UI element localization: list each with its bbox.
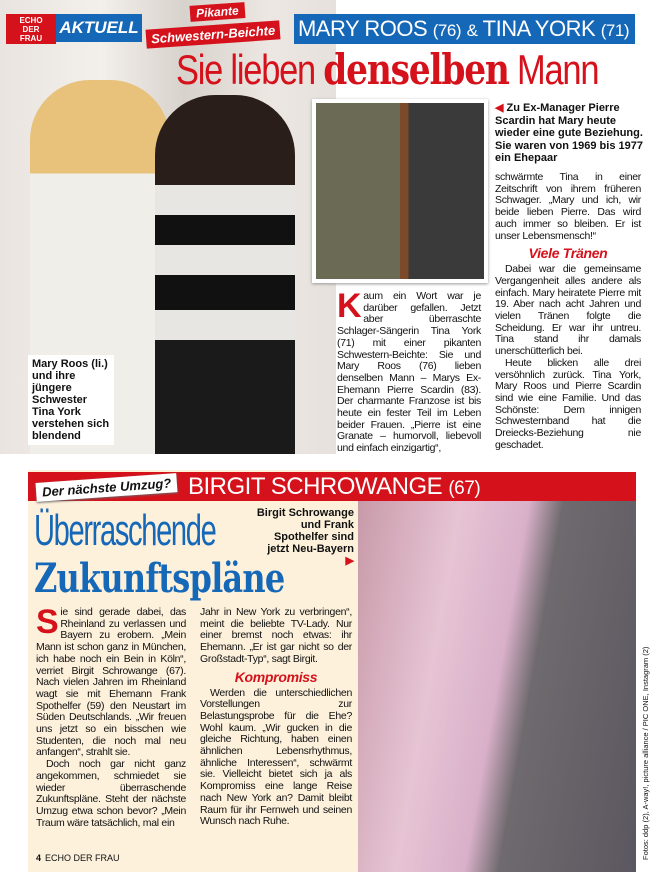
birgit-frank-photo <box>358 500 636 872</box>
kicker-top: Pikante <box>190 2 246 22</box>
name-mary: MARY ROOS <box>297 16 428 41</box>
headline-bold: denselben <box>323 45 509 94</box>
dropcap: S <box>36 603 59 641</box>
article2-column-2 <box>200 607 352 828</box>
inset-caption <box>495 102 645 165</box>
name-birgit: BIRGIT SCHROWANGE <box>188 473 443 500</box>
page-number: 4 <box>36 853 42 863</box>
kicker-bottom: Schwestern-Beichte <box>146 20 281 48</box>
dropcap: K <box>337 287 362 325</box>
section-label: AKTUELL <box>56 14 142 42</box>
name-tina: TINA YORK <box>482 16 596 41</box>
headline-post: Mann <box>517 46 599 93</box>
inset-caption-text: Zu Ex-Manager Pierre Scardin hat Mary heute wieder eine gute Beziehung. Sie waren von 1969 bis 1977 ein Ehepaar <box>495 102 643 164</box>
photo-credits: Fotos: ddp (2), A-way!, picture alliance / PIC ONE, Instagram (2) <box>641 646 650 860</box>
inset-photo <box>312 99 488 283</box>
article2-name <box>188 472 480 503</box>
age-mary: (76) <box>432 21 461 40</box>
age-tina: (71) <box>600 21 629 40</box>
paragraph: Heute blicken alle drei versöhnlich zurück. Tina York, Mary Roos und Pierre Scardin sind wie eine Familie. Und das Schönste: Dem innigen Schwesternband hat die Dreiecks-Beziehung nie geschadet. <box>495 356 641 451</box>
magazine-logo: ECHO DER FRAU <box>6 14 56 44</box>
photo-caption-1: Mary Roos (li.) und ihre jüngere Schwester Tina York verstehen sich blendend <box>28 355 114 445</box>
article2-column-1 <box>36 603 186 829</box>
paragraph: Doch noch gar nicht ganz angekommen, schmiedet sie wieder überraschende Zukunftspläne. Steht der nächste Umzug etwa schon bevor? „Mein Traum wäre tatsächlich, mal ein <box>36 758 186 829</box>
headline-pre: Sie lieben <box>176 46 315 93</box>
paragraph: Jahr in New York zu verbringen“, meint die beliebte TV-Lady. Nur einer bremst noch etwas: ihr Ehemann. „Er ist gar nicht so der Großstadt-Typ“, sagt Birgit. <box>200 606 352 665</box>
page-footer <box>36 853 120 864</box>
arrow-left-icon: ◀ <box>495 102 507 114</box>
article2-kicker: Der nächste Umzug? <box>36 473 178 502</box>
age-birgit: (67) <box>448 478 481 499</box>
headline-2-line-1: Überraschende <box>34 506 216 555</box>
body-text: aum ein Wort war je darüber gefallen. Jetzt aber überraschte Schlager-Sängerin Tina York (71) mit einer pikanten Schwestern-Beichte: Sie und Mary Roos (76) lieben denselben Mann – Marys Ex-Ehemann Pierre Scardin (83). Der charmante Franzose ist bis heute ein fester Teil im Leben beider Frauen. „Pierre ist eine Granate – humorvoll, liebevoll und einfach einzigartig“, <box>337 290 481 455</box>
headline-2-line-2: Zukunftspläne <box>34 555 285 602</box>
paragraph: Dabei war die gemeinsame Vergangenheit alles andere als einfach. Mary heiratete Pierre mit 19. Aber nach acht Jahren und vielen Tränen folgte die Scheidung. Er war ihr untreu. Tina stand ihr damals unerschütterlich bei. <box>495 263 641 358</box>
article1-column-1 <box>337 287 481 455</box>
paragraph: schwärmte Tina in einer Zeitschrift von ihrem früheren Schwager. „Mary und ich, wir beide lieben Pierre. Das wird auch immer so bleiben. Er ist unser Lebensmensch!“ <box>495 171 641 242</box>
caption-text: Birgit Schrowange und Frank Spothelfer sind jetzt Neu-Bayern <box>256 507 354 555</box>
article1-column-2 <box>495 172 641 451</box>
paragraph: Werden die unterschiedlichen Vorstellungen zur Belastungsprobe für die Ehe? Wohl kaum. „Wir gucken in die gleiche Richtung, haben einen ähnlichen Lebensrhythmus, ähnliche Interessen“, schwärmt sie. Vielleicht bietet sich ja als Kompromiss eine lange Reise nach New York an? Damit bleibt Raum für ihr Fernweh und seinen Wunsch nach Ruhe. <box>200 686 352 828</box>
tina-york-figure <box>155 95 295 454</box>
paragraph: ie sind gerade dabei, das Rheinland zu verlassen und Bayern zu erobern. „Mein Mann ist schon ganz in München, ich habe noch ein Bein in Köln“, verriet Birgit Schrowange (67). Nach vielen Jahren im Rheinland wagt sie mit Ehemann Frank Spothelfer (59) den Neustart im Süden Deutschlands. „Wir freuen uns jetzt so ein bisschen wie Studenten, die noch mal neu anfangen“, strahlt sie. <box>36 606 186 759</box>
ampersand: & <box>466 21 478 40</box>
arrow-right-icon: ▶ <box>345 555 354 567</box>
headline-1 <box>176 45 599 94</box>
photo-caption-2 <box>256 507 354 567</box>
subheading: Viele Tränen <box>528 245 608 262</box>
article-header-bar <box>294 14 635 44</box>
subheading: Kompromiss <box>234 668 318 685</box>
magazine-name: ECHO DER FRAU <box>45 853 120 863</box>
